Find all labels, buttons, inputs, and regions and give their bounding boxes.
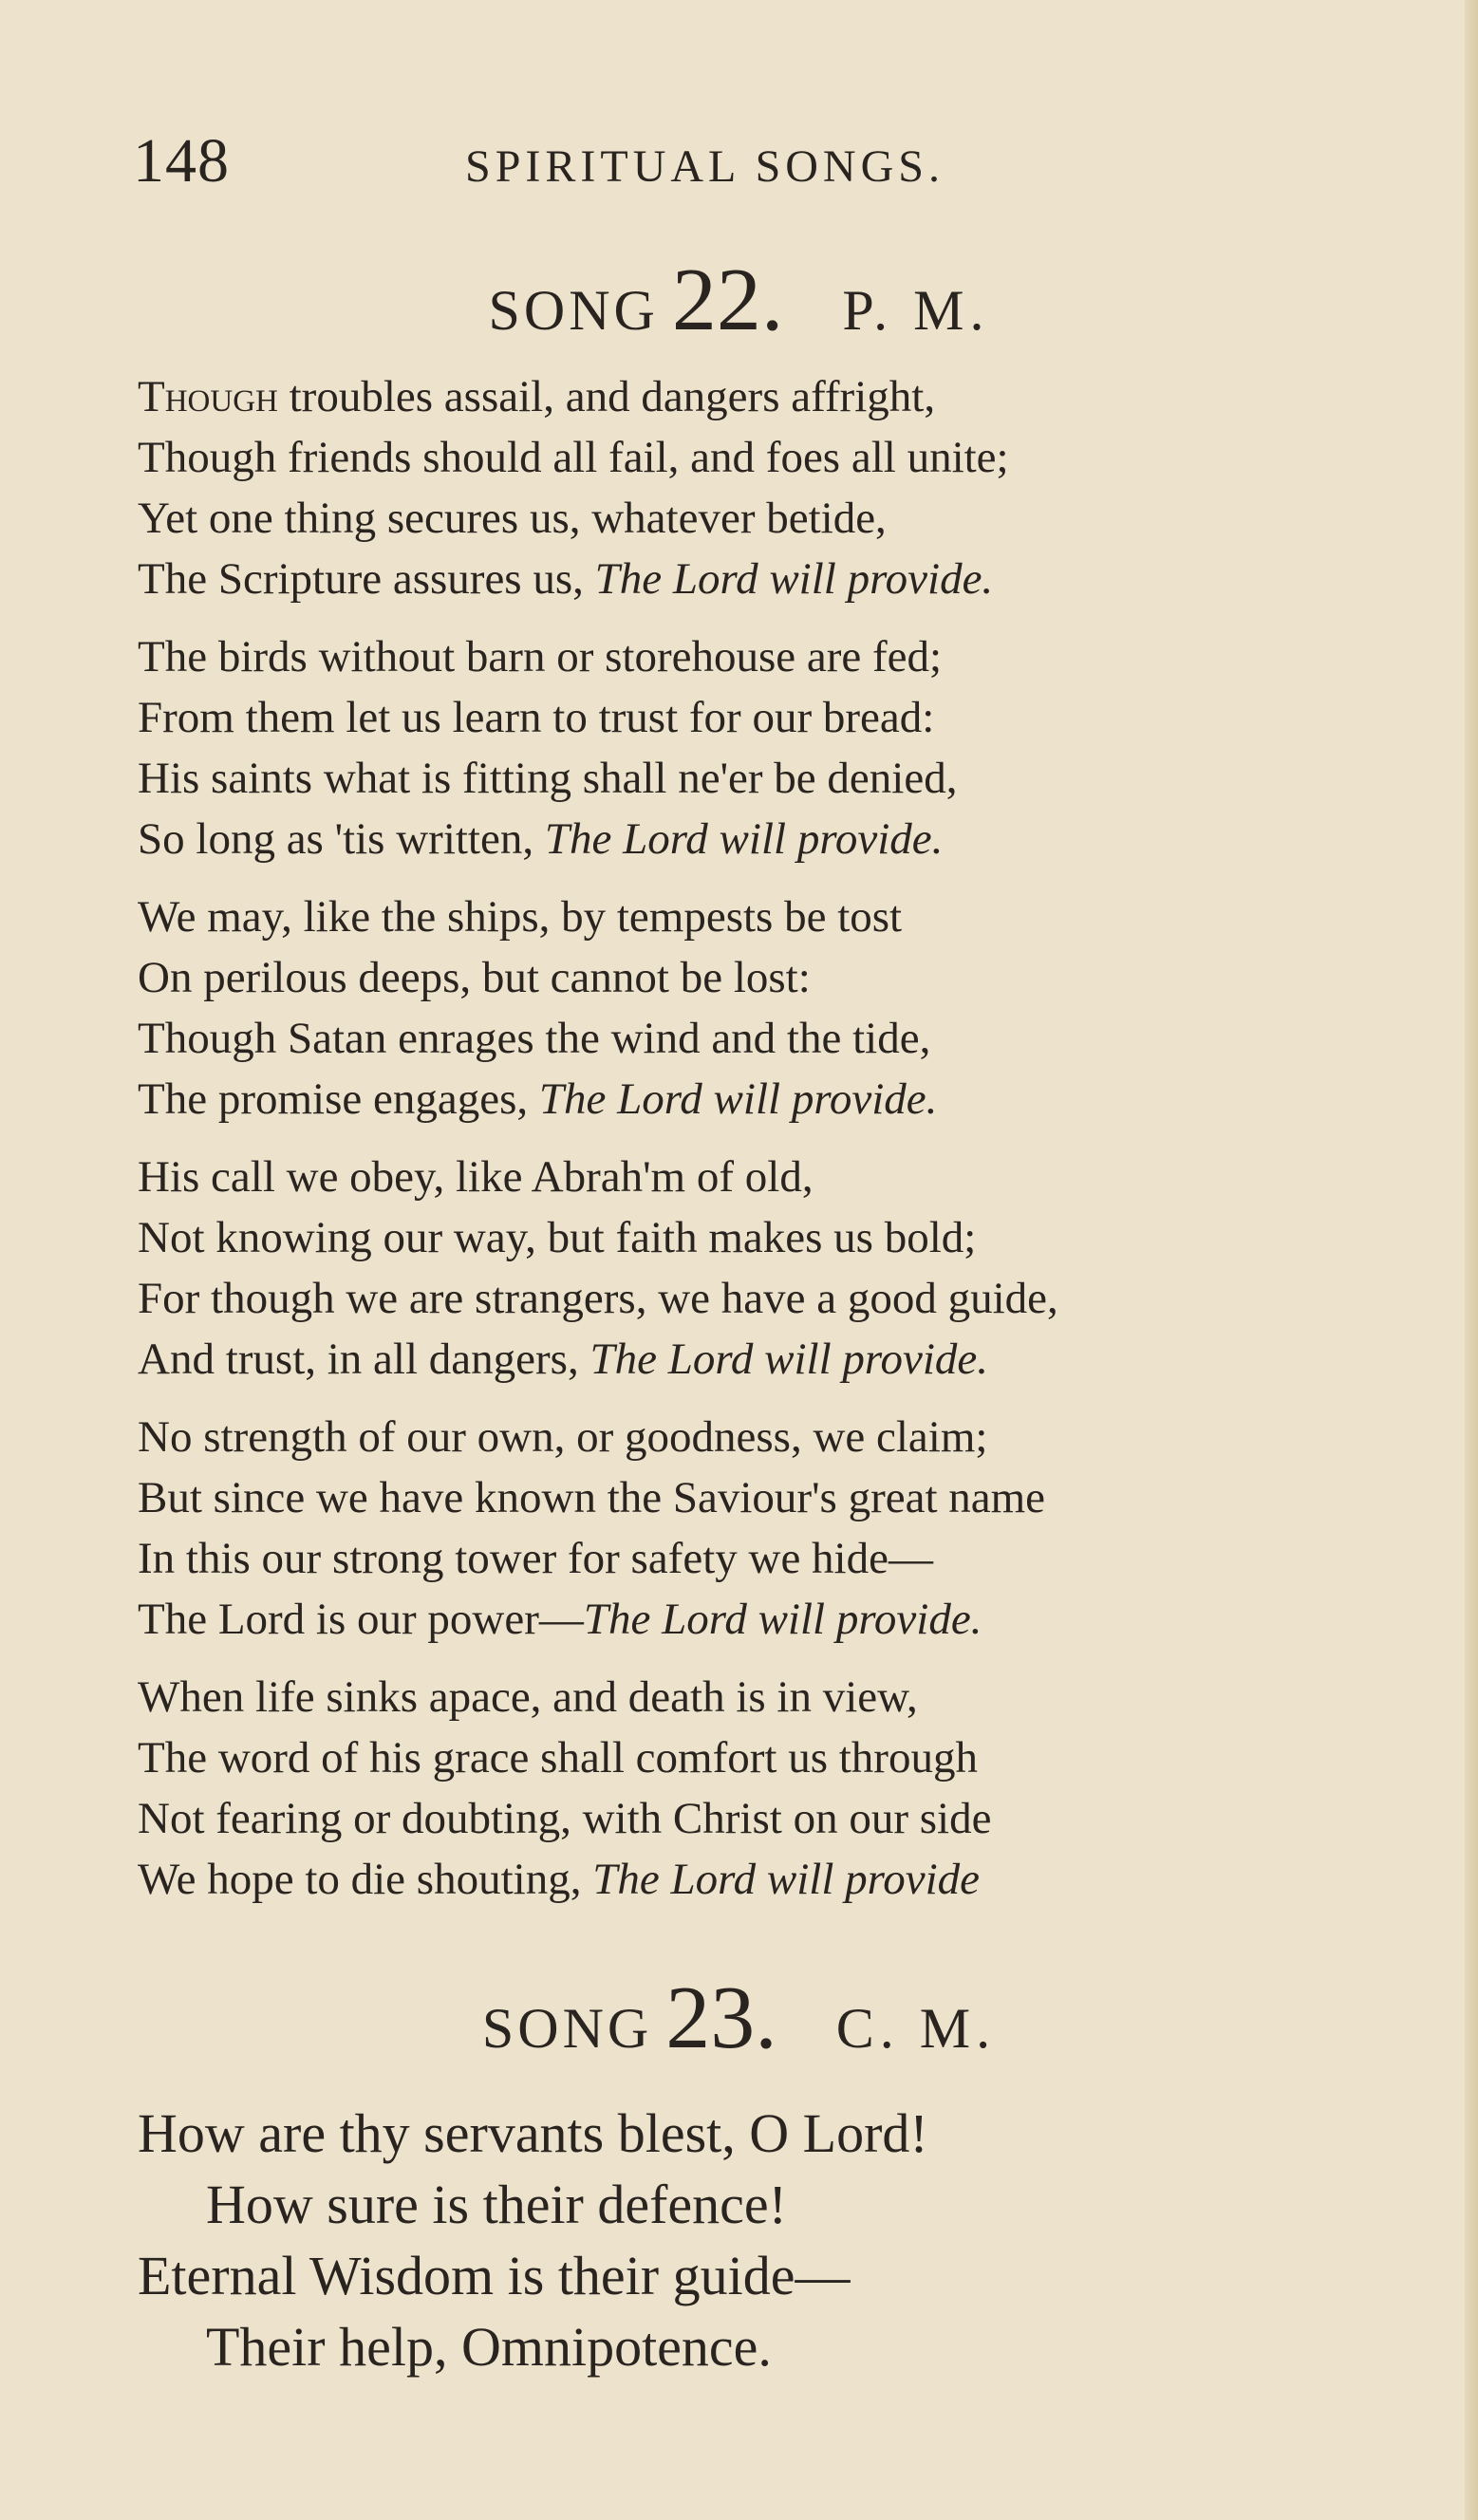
page-number: 148 <box>133 126 230 196</box>
running-head: SPIRITUAL SONGS. <box>465 141 945 192</box>
verse-line <box>138 947 1410 1008</box>
refrain: The Lord will provide. <box>583 1595 982 1644</box>
song-22-verses <box>138 366 1410 1927</box>
verse-line <box>138 1147 1410 1207</box>
line-text: On perilous deeps, but cannot be lost: <box>138 953 811 1002</box>
verse <box>138 366 1410 609</box>
verse-line: Eternal Wisdom is their guide— <box>138 2245 851 2306</box>
line-text: For though we are strangers, we have a good guide, <box>138 1274 1058 1323</box>
line-text: Though Satan enrages the wind and the tide, <box>138 1014 931 1063</box>
line-text: The Scripture assures us, <box>138 554 595 604</box>
refrain: The Lord will provide. <box>538 1074 938 1124</box>
line-text: And trust, in all dangers, <box>138 1335 590 1384</box>
verse <box>138 1667 1410 1910</box>
page-edge <box>1465 0 1478 2520</box>
verse-line <box>138 748 1410 809</box>
verse-line: How sure is their defence! <box>206 2174 787 2235</box>
verse-line: Their help, Omnipotence. <box>206 2316 772 2378</box>
line-text: We hope to die shouting, <box>138 1855 593 1904</box>
song-word: SONG <box>481 1997 653 2060</box>
refrain: The Lord will provide. <box>594 554 994 604</box>
verse-line <box>138 887 1410 947</box>
verse-line <box>138 1008 1410 1069</box>
line-text: troubles assail, and dangers affright, <box>277 372 936 421</box>
verse-line <box>138 1268 1410 1329</box>
song-meter: C. M. <box>835 1997 997 2060</box>
line-text: Though friends should all fail, and foes all unite; <box>138 433 1009 482</box>
song-word: SONG <box>488 279 659 342</box>
verse-line <box>138 626 1410 687</box>
line-text: Not knowing our way, but faith makes us bold; <box>138 1213 977 1262</box>
verse-line <box>138 488 1410 549</box>
verse-line <box>138 1329 1410 1390</box>
verse-line <box>138 1788 1410 1849</box>
line-text: No strength of our own, or goodness, we claim; <box>138 1412 988 1462</box>
line-text: We may, like the ships, by tempests be tost <box>138 892 903 942</box>
page-header <box>133 125 1367 201</box>
line-text: The birds without barn or storehouse are fed; <box>138 632 943 681</box>
verse-line <box>138 427 1410 488</box>
line-text: The word of his grace shall comfort us through <box>138 1733 978 1783</box>
verse <box>138 887 1410 1129</box>
line-text: So long as 'tis written, <box>138 814 545 864</box>
song-meter: P. M. <box>842 279 990 342</box>
verse-line <box>138 1528 1410 1589</box>
verse <box>138 626 1410 869</box>
line-text: His saints what is fitting shall ne'er be denied, <box>138 754 958 803</box>
verse-line <box>138 1467 1410 1528</box>
verse-line <box>138 687 1410 748</box>
verse-line <box>138 809 1410 869</box>
verse-line <box>138 1207 1410 1268</box>
line-text: When life sinks apace, and death is in view, <box>138 1672 918 1722</box>
verse <box>138 1407 1410 1650</box>
line-text: From them let us learn to trust for our bread: <box>138 693 935 742</box>
line-text: The Lord is our power— <box>138 1595 584 1644</box>
song-22-title <box>0 249 1478 351</box>
line-text: The promise engages, <box>138 1074 539 1124</box>
song-23-verse <box>138 2098 928 2382</box>
verse-line <box>138 366 1410 427</box>
verse-line <box>138 1727 1410 1788</box>
line-text: But since we have known the Saviour's great name <box>138 1473 1046 1522</box>
refrain: The Lord will provide. <box>589 1335 988 1384</box>
line-text: His call we obey, like Abrah'm of old, <box>138 1152 814 1202</box>
refrain: The Lord will provide <box>592 1855 980 1904</box>
verse-line <box>138 1849 1410 1910</box>
verse-line <box>138 1407 1410 1467</box>
verse-line <box>138 1589 1410 1650</box>
refrain: The Lord will provide. <box>544 814 944 864</box>
first-word: Though <box>138 372 278 421</box>
line-text: Not fearing or doubting, with Christ on our side <box>138 1794 992 1843</box>
verse-line <box>138 1667 1410 1727</box>
verse-line <box>138 549 1410 609</box>
song-number: 22. <box>671 251 784 349</box>
line-text: In this our strong tower for safety we hide— <box>138 1534 933 1583</box>
song-23-title <box>0 1967 1478 2069</box>
song-number: 23. <box>665 1969 777 2067</box>
verse-line: How are thy servants blest, O Lord! <box>138 2102 928 2164</box>
verse <box>138 1147 1410 1390</box>
line-text: Yet one thing secures us, whatever betide, <box>138 494 887 543</box>
verse-line <box>138 1069 1410 1129</box>
